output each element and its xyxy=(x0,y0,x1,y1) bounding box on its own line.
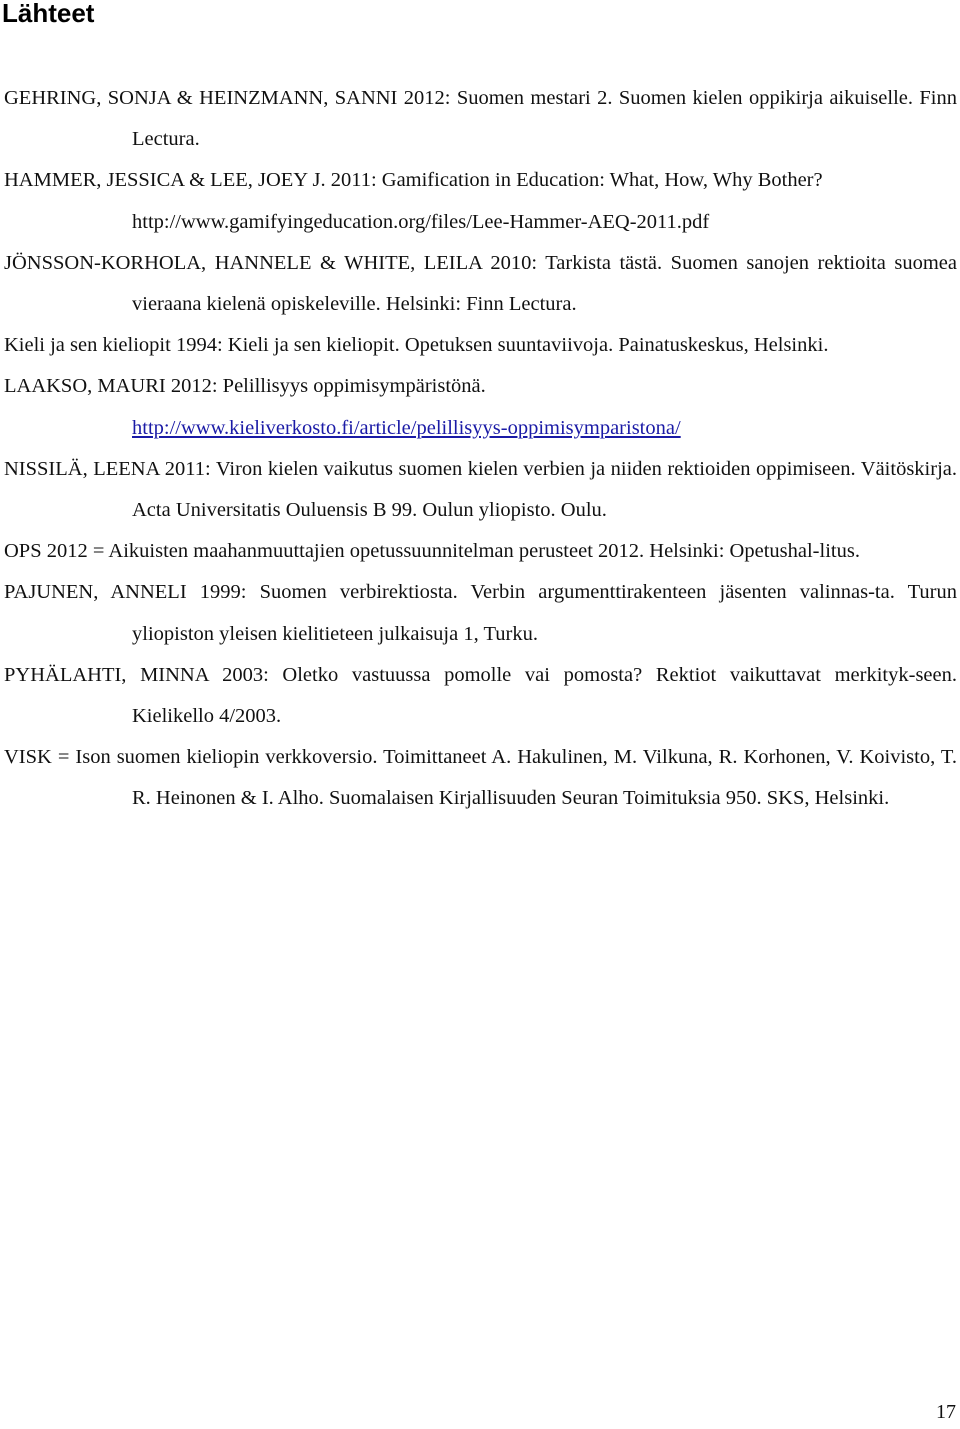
reference-ops-2012 xyxy=(4,531,957,572)
reference-laakso xyxy=(4,366,957,448)
reference-text: LAAKSO, MAURI 2012: Pelillisyys oppimisympäristönä. xyxy=(4,375,486,398)
reference-kieli-ja-sen-kieliopit xyxy=(4,325,957,366)
reference-text: PYHÄLAHTI, MINNA 2003: Oletko vastuussa pomolle vai pomosta? Rektiot vaikuttavat merkityk-seen. Kielikello 4/2003. xyxy=(4,663,957,728)
reference-text: JÖNSSON-KORHOLA, HANNELE & WHITE, LEILA 2010: Tarkista tästä. Suomen sanojen rektioita suomea vieraana kielenä opiskeleville. Helsinki: Finn Lectura. xyxy=(4,251,957,316)
reference-text: NISSILÄ, LEENA 2011: Viron kielen vaikutus suomen kielen verbien ja niiden rektioiden oppimiseen. Väitöskirja. Acta Universitatis Ouluensis B 99. Oulun yliopisto. Oulu. xyxy=(4,457,957,522)
reference-hammer xyxy=(4,160,957,242)
reference-pajunen xyxy=(4,572,957,654)
page-number: 17 xyxy=(936,1401,956,1423)
reference-text: Kieli ja sen kieliopit 1994: Kieli ja sen kieliopit. Opetuksen suuntaviivoja. Painatuskeskus, Helsinki. xyxy=(4,334,829,357)
reference-list xyxy=(4,78,957,820)
reference-link[interactable]: http://www.kieliverkosto.fi/article/pelillisyys-oppimisymparistona/ xyxy=(132,416,681,439)
reference-pyhalahti xyxy=(4,655,957,737)
reference-text: VISK = Ison suomen kieliopin verkkoversio. Toimittaneet A. Hakulinen, M. Vilkuna, R. Korhonen, V. Koivisto, T. R. Heinonen & I. Alho. Suomalaisen Kirjallisuuden Seuran Toimituksia 950. SKS, Helsinki. xyxy=(4,746,957,810)
reference-visk xyxy=(4,737,957,819)
reference-text: GEHRING, SONJA & HEINZMANN, SANNI 2012: Suomen mestari 2. Suomen kielen oppikirja aikuiselle. Finn Lectura. xyxy=(4,87,957,151)
reference-gehring xyxy=(4,78,957,160)
reference-text: PAJUNEN, ANNELI 1999: Suomen verbirektiosta. Verbin argumenttirakenteen jäsenten valinnas-ta. Turun yliopiston yleisen kielitieteen julkaisuja 1, Turku. xyxy=(4,581,957,645)
reference-url: http://www.gamifyingeducation.org/files/Lee-Hammer-AEQ-2011.pdf xyxy=(132,210,710,233)
page-title: Lähteet xyxy=(2,0,95,28)
reference-text: OPS 2012 = Aikuisten maahanmuuttajien opetussuunnitelman perusteet 2012. Helsinki: Opetushal-litus. xyxy=(4,540,860,563)
reference-text: HAMMER, JESSICA & LEE, JOEY J. 2011: Gamification in Education: What, How, Why Bother? xyxy=(4,169,823,192)
reference-jonsson-korhola xyxy=(4,243,957,325)
reference-nissila xyxy=(4,449,957,531)
